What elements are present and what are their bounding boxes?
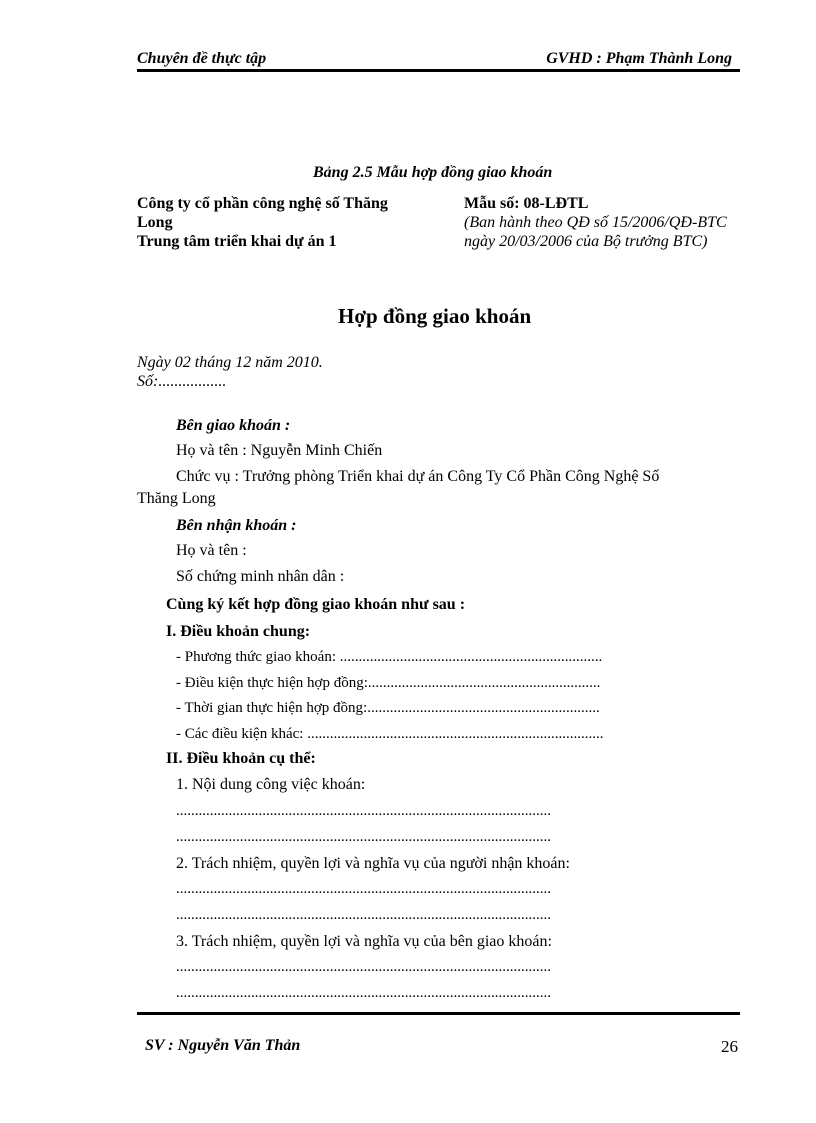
receiver-heading: Bên nhận khoán : xyxy=(176,517,297,534)
specific-item-3: 3. Trách nhiệm, quyền lợi và nghĩa vụ của bên giao khoán: xyxy=(176,933,552,950)
form-code: Mẫu số: 08-LĐTL xyxy=(464,195,589,212)
giver-position-line2: Thăng Long xyxy=(137,490,216,507)
header-rule xyxy=(137,69,740,72)
general-heading: I. Điều khoản chung: xyxy=(166,623,311,640)
footer-rule xyxy=(137,1012,740,1015)
giver-heading: Bên giao khoán : xyxy=(176,417,291,434)
contract-number: Số:................. xyxy=(137,373,227,390)
company-name-line1: Công ty cổ phần công nghệ số Thăng xyxy=(137,195,388,212)
header-right: GVHD : Phạm Thành Long xyxy=(546,50,732,67)
dotted-line: .................................................................................................... xyxy=(176,881,551,897)
dotted-line: .................................................................................................... xyxy=(176,959,551,975)
form-issued-line2: ngày 20/03/2006 của Bộ trưởng BTC) xyxy=(464,233,708,250)
header-left: Chuyên đề thực tập xyxy=(137,50,267,67)
general-item: - Phương thức giao khoán: ...................................................................... xyxy=(176,649,603,665)
receiver-id: Số chứng minh nhân dân : xyxy=(176,568,345,585)
contract-date: Ngày 02 tháng 12 năm 2010. xyxy=(137,354,323,371)
form-issued-line1: (Ban hành theo QĐ số 15/2006/QĐ-BTC xyxy=(464,214,727,231)
company-name-line2: Long xyxy=(137,214,173,231)
general-item: - Thời gian thực hiện hợp đồng:.............................................................. xyxy=(176,700,600,716)
receiver-name: Họ và tên : xyxy=(176,542,247,559)
company-unit: Trung tâm triển khai dự án 1 xyxy=(137,233,337,250)
agreement-line: Cùng ký kết hợp đồng giao khoán như sau : xyxy=(166,596,466,613)
general-item: - Các điều kiện khác: ............................................................................... xyxy=(176,726,604,742)
dotted-line: .................................................................................................... xyxy=(176,985,551,1001)
dotted-line: .................................................................................................... xyxy=(176,907,551,923)
giver-position-line1: Chức vụ : Trưởng phòng Triển khai dự án Công Ty Cổ Phần Công Nghệ Số xyxy=(176,468,660,485)
specific-item-2: 2. Trách nhiệm, quyền lợi và nghĩa vụ của người nhận khoán: xyxy=(176,855,570,872)
page-number: 26 xyxy=(721,1037,738,1056)
dotted-line: .................................................................................................... xyxy=(176,829,551,845)
general-item: - Điều kiện thực hiện hợp đồng:.............................................................. xyxy=(176,675,601,691)
dotted-line: .................................................................................................... xyxy=(176,803,551,819)
table-caption: Bảng 2.5 Mẫu hợp đồng giao khoán xyxy=(313,164,553,181)
giver-name: Họ và tên : Nguyễn Minh Chiến xyxy=(176,442,383,459)
specific-heading: II. Điều khoản cụ thể: xyxy=(166,750,316,767)
footer-student: SV : Nguyễn Văn Thản xyxy=(145,1037,301,1054)
document-title: Hợp đồng giao khoán xyxy=(338,304,532,328)
specific-item-1: 1. Nội dung công việc khoán: xyxy=(176,776,366,793)
